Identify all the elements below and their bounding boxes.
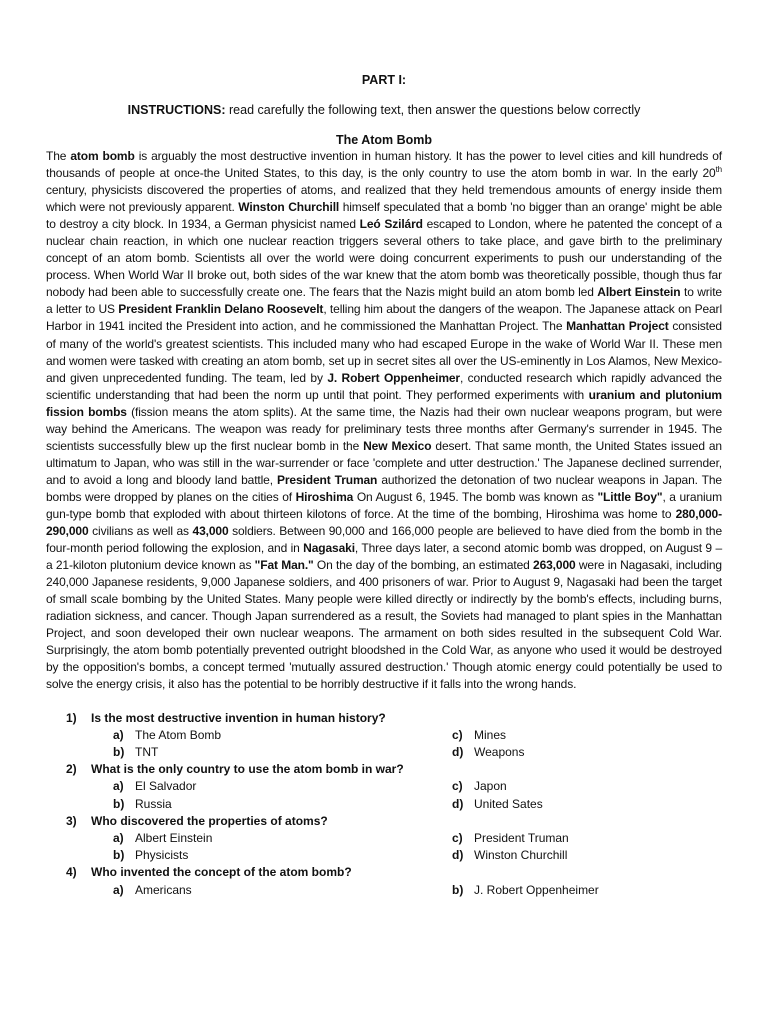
body-text: , a uranium gun-type bomb that exploded with about thirteen kilotons of force. At the time of the bombing, Hiroshima was home to <box>46 489 722 521</box>
question <box>46 864 722 881</box>
instructions-label: INSTRUCTIONS: <box>127 103 226 117</box>
body-text: desert. That same month, the United States issued an ultimatum to Japan, who was still in the war-surrender or face 'complete and utter destruction.' The Japanese declined surrender, and to avoid a long and bloody land battle, <box>46 438 722 487</box>
answer-option[interactable] <box>452 778 507 795</box>
options-row <box>46 796 722 813</box>
answer-option[interactable] <box>46 847 452 864</box>
bold-text: "Little Boy" <box>597 489 663 504</box>
option-letter: c) <box>452 727 463 742</box>
answer-option[interactable] <box>46 744 452 761</box>
option-letter: b) <box>113 848 125 863</box>
bold-text: 263,000 <box>533 558 576 573</box>
body-text: civilians as well as <box>88 524 193 539</box>
options-row <box>46 847 722 864</box>
body-text: is arguably the most destructive invention in human history. It has the power to level cities and kill hundreds of thousands of people at once-the United States, to this day, is the only country to use the atom bomb in war. In the early 20 <box>46 149 722 181</box>
instructions-text: read carefully the following text, then answer the questions below correctly <box>225 103 641 117</box>
option-text: United Sates <box>474 796 543 811</box>
answer-option[interactable] <box>46 796 452 813</box>
body-text: (fission means the atom splits). At the same time, the Nazis had their own nuclear weapons program, but were way behind the Americans. The weapon was ready for preliminary tests three months after Germany's surrender in 1945. The scientists successfully blew up the first nuclear bomb in the <box>46 404 723 453</box>
answer-option[interactable] <box>452 727 506 744</box>
answer-option[interactable] <box>46 778 452 795</box>
option-letter: d) <box>452 744 464 759</box>
option-letter: b) <box>452 882 464 897</box>
bold-text: Nagasaki <box>303 541 355 556</box>
answer-option[interactable] <box>46 882 452 899</box>
options-row <box>46 830 722 847</box>
question-text: Is the most destructive invention in human history? <box>91 710 386 725</box>
bold-text: uranium and plutonium fission bombs <box>46 387 722 419</box>
question <box>46 761 722 778</box>
question <box>46 710 722 727</box>
body-text: On the day of the bombing, an estimated <box>313 558 534 573</box>
option-letter: b) <box>113 744 125 759</box>
option-letter: a) <box>113 727 124 742</box>
option-text: Japon <box>474 779 507 794</box>
part-heading: PART I: <box>361 73 407 87</box>
answer-option[interactable] <box>46 830 452 847</box>
question-text: Who discovered the properties of atoms? <box>91 813 328 828</box>
option-text: President Truman <box>474 830 569 845</box>
options-row <box>46 744 722 761</box>
option-letter: c) <box>452 830 463 845</box>
option-text: El Salvador <box>135 779 197 794</box>
question <box>46 813 722 830</box>
article-body <box>46 148 722 694</box>
bold-text: 280,000-290,000 <box>46 506 722 539</box>
option-text: TNT <box>135 744 159 759</box>
option-text: Mines <box>474 727 507 742</box>
option-letter: c) <box>452 779 463 794</box>
answer-option[interactable] <box>452 847 567 864</box>
option-text: Physicists <box>135 848 189 863</box>
question-list <box>46 710 722 899</box>
option-text: Russia <box>135 796 172 811</box>
answer-option[interactable] <box>452 796 543 813</box>
bold-text: Manhattan Project <box>566 319 669 334</box>
bold-text: Winston Churchill <box>238 200 340 215</box>
answer-option[interactable] <box>452 882 599 899</box>
question-number: 4) <box>66 865 77 880</box>
option-text: The Atom Bomb <box>135 727 222 742</box>
body-text: himself speculated that a bomb 'no bigger than an orange' might be able to destroy a city block. In 1934, a German physicist named <box>46 200 722 232</box>
body-text: , conducted research which rapidly advanced the scientific understanding that had been the norm up until that point. They performed experiments with <box>46 370 722 402</box>
question-text: What is the only country to use the atom bomb in war? <box>91 762 404 777</box>
option-text: Winston Churchill <box>474 848 568 863</box>
options-row <box>46 727 722 744</box>
options-row <box>46 882 722 899</box>
option-letter: a) <box>113 830 124 845</box>
answer-option[interactable] <box>452 744 524 761</box>
bold-text: 43,000 <box>192 524 229 539</box>
bold-text: "Fat Man." <box>254 558 314 573</box>
body-text: On August 6, 1945. The bomb was known as <box>353 489 598 504</box>
bold-text: New Mexico <box>363 438 432 453</box>
body-text: consisted of many of the world's greatest scientists. This included many who had escaped Europe in the wake of World War II. These men and women were tasked with creating an atom bomb, set up in secret sites all over the US-eminently in Los Alamos, New Mexico-and given unprecedented funding. The team, led by <box>46 319 722 385</box>
bold-text: Leó Szilárd <box>359 217 423 232</box>
option-text: J. Robert Oppenheimer <box>474 882 599 897</box>
option-letter: d) <box>452 848 464 863</box>
bold-text: President Franklin Delano Roosevelt <box>118 302 324 317</box>
option-letter: b) <box>113 796 125 811</box>
question-number: 3) <box>66 813 77 828</box>
answer-option[interactable] <box>46 727 452 744</box>
option-text: Albert Einstein <box>135 830 213 845</box>
bold-text: th <box>715 165 722 175</box>
bold-text: President Truman <box>277 472 378 487</box>
bold-text: atom bomb <box>70 149 135 163</box>
instructions <box>46 102 722 118</box>
options-row <box>46 778 722 795</box>
article-title: The Atom Bomb <box>335 133 433 147</box>
bold-text: Albert Einstein <box>597 285 681 300</box>
bold-text: Hiroshima <box>295 489 354 504</box>
option-text: Americans <box>135 882 192 897</box>
body-text: , Three days later, a second atomic bomb was dropped, on August 9 – a 21-kiloton plutonium device known as <box>46 541 722 573</box>
option-letter: a) <box>113 779 124 794</box>
answer-option[interactable] <box>452 830 569 847</box>
bold-text: J. Robert Oppenheimer <box>327 370 460 385</box>
question-number: 2) <box>66 762 77 777</box>
body-text: authorized the detonation of two nuclear weapons in Japan. The bombs were dropped by planes on the cities of <box>46 472 722 504</box>
body-text: soldiers. Between 90,000 and 166,000 people are believed to have died from the bomb in the four-month period following the explosion, and in <box>46 524 722 556</box>
body-text: to write a letter to US <box>46 285 722 317</box>
body-text: were in Nagasaki, including 240,000 Japanese residents, 9,000 Japanese soldiers, and 400 prisoners of war. Prior to August 9, Nagasaki had been the target of small scale bombing by the United States. Many people were killed directly or indirectly by the bomb's effects, including burns, radiation sickness, and cancer. Though Japan surrendered as a result, the Soviets had managed to plant spies in the Manhattan Project, and soon developed their own nuclear weapons. The armament on both sides resulted in the subsequent Cold War. Surprisingly, the atom bomb potentially prevented outright bloodshed in the Cold War, as anyone who used it would be destroyed by the opposition's bombs, a concept termed 'mutually assured destruction.' Though atomic energy could potentially be used to solve the energy crisis, it also has the potential to be horribly destructive if it falls into the wrong hands. <box>46 558 722 692</box>
option-text: Weapons <box>474 744 525 759</box>
body-text: century, physicists discovered the properties of atoms, and realized that they held tremendous amounts of energy inside them which were not previously apparent. <box>46 183 722 215</box>
option-letter: a) <box>113 882 124 897</box>
body-text: , telling him about the dangers of the weapon. The Japanese attack on Pearl Harbor in 1941 incited the President into action, and he commissioned the Manhattan Project. The <box>46 302 722 334</box>
body-text: escaped to London, where he patented the concept of a nuclear chain reaction, in which one nuclear reaction triggers several others to take place, and gave birth to the preliminary concept of an atom bomb. Scientists all over the world were doing concurrent experiments to push our understanding of the process. When World War II broke out, both sides of the war knew that the atom bomb was theoretically possible, though thus far nobody had been able to successfully create one. The fears that the Nazis might build an atom bomb led <box>46 217 722 300</box>
question-text: Who invented the concept of the atom bomb? <box>91 865 352 880</box>
option-letter: d) <box>452 796 464 811</box>
question-number: 1) <box>66 710 77 725</box>
body-text: The <box>46 149 71 163</box>
